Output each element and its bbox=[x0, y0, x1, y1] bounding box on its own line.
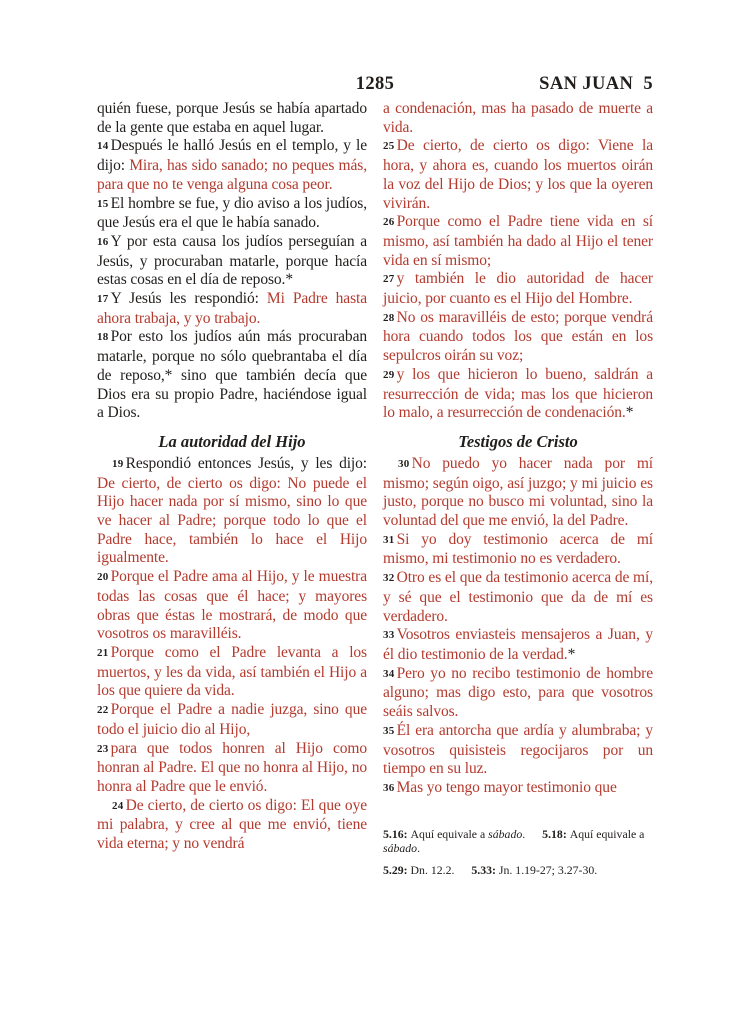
text-run: Si yo doy testimonio acerca de mí mismo, mi testimonio no es verdadero. bbox=[383, 530, 653, 568]
verse-14 bbox=[97, 137, 367, 194]
verse-number: 20 bbox=[97, 571, 109, 584]
verse-number: 31 bbox=[383, 533, 395, 546]
verse-19 bbox=[97, 455, 367, 568]
verse-17 bbox=[97, 290, 367, 328]
text-run: Después le halló Jesús en el templo, y le dijo: bbox=[97, 137, 367, 175]
footnote-text: Aquí equivale a bbox=[569, 826, 645, 841]
verse-23 bbox=[97, 740, 367, 797]
page-number: 1285 bbox=[355, 74, 395, 94]
section-heading: Testigos de Cristo bbox=[458, 431, 578, 451]
verse-number: 29 bbox=[383, 368, 395, 381]
footnotes bbox=[383, 827, 653, 877]
text-run: Él era antorcha que ardía y alumbraba; y vosotros quisisteis regocijaros por un tiempo en su luz. bbox=[383, 721, 653, 778]
text-run: quién fuese, porque Jesús se había apartado de la gente que estaba en aquel lugar. bbox=[97, 100, 367, 136]
section-heading: La autoridad del Hijo bbox=[158, 431, 306, 451]
text-run: Y por esta causa los judíos perseguían a Jesús, y procuraban matarle, porque hacía estas cosas en el día de reposo. bbox=[97, 232, 367, 289]
text-run: Otro es el que da testimonio acerca de mí, y sé que el testimonio que da de mí es verdadero. bbox=[383, 569, 653, 625]
text-run: No puedo yo hacer nada por mí mismo; según oigo, así juzgo; y mi juicio es justo, porque no busco mi voluntad, sino la voluntad del que me envió, la del Padre. bbox=[383, 454, 653, 530]
text-run: Por esto los judíos aún más procuraban matarle, porque no sólo quebrantaba el día de reposo, bbox=[97, 328, 367, 384]
verse-26 bbox=[383, 213, 653, 270]
verse-number: 25 bbox=[383, 140, 395, 153]
page-header bbox=[97, 74, 653, 96]
verse-number: 14 bbox=[97, 140, 109, 153]
two-column-text bbox=[97, 100, 653, 885]
text-run: Porque el Padre ama al Hijo, y le muestra todas las cosas que él hace; y mayores obras que éstas le mostrará, de modo que vosotros os maravilléis. bbox=[97, 568, 367, 643]
footnote-text: Aquí equivale a bbox=[410, 826, 489, 841]
verse-36 bbox=[383, 779, 653, 799]
verse-number: 23 bbox=[97, 742, 109, 755]
verse-24 bbox=[97, 797, 367, 854]
text-run: Porque como el Padre levanta a los muertos, y les da vida, así también el Hijo a los que quiere da vida. bbox=[97, 643, 367, 700]
verse-continuation bbox=[97, 100, 367, 137]
verse-number: 22 bbox=[97, 704, 109, 717]
verse-number: 21 bbox=[97, 646, 109, 659]
verse-27 bbox=[383, 270, 653, 308]
verse-15 bbox=[97, 195, 367, 233]
footnote-text: sábado bbox=[488, 826, 523, 841]
running-head-book-chapter: SAN JUAN 5 bbox=[539, 74, 653, 94]
verse-number: 36 bbox=[383, 781, 395, 794]
column-left bbox=[97, 100, 367, 885]
column-right bbox=[383, 100, 653, 885]
verse-number: 34 bbox=[383, 667, 395, 680]
footnote-text: . bbox=[417, 840, 421, 855]
verse-number: 19 bbox=[112, 457, 124, 470]
verse-number: 26 bbox=[383, 216, 395, 229]
verse-20 bbox=[97, 568, 367, 644]
verse-number: 18 bbox=[97, 331, 109, 344]
footnote-paragraph bbox=[383, 827, 653, 855]
text-run: Mas yo tengo mayor testimonio que bbox=[396, 778, 617, 796]
verse-number: 17 bbox=[97, 293, 109, 306]
footnote-ref: 5.29: bbox=[383, 862, 411, 877]
verse-30 bbox=[383, 455, 653, 531]
footnote-text: sábado bbox=[383, 840, 418, 855]
text-run: Porque como el Padre tiene vida en sí mismo, así también ha dado al Hijo el tener vida en sí mismo; bbox=[383, 213, 653, 269]
verse-25 bbox=[383, 137, 653, 213]
text-run: De cierto, de cierto os digo: No puede el Hijo hacer nada por sí mismo, sino lo que ve hacer al Padre; porque todo lo que el Padre hace, también lo hace el Hijo igualmente. bbox=[97, 474, 367, 567]
text-run: De cierto, de cierto os digo: El que oye mi palabra, y cree al que me envió, tiene vida eterna; y no vendrá bbox=[97, 796, 367, 853]
verse-number: 35 bbox=[383, 724, 395, 737]
text-run: * bbox=[567, 645, 576, 663]
text-run: Pero yo no recibo testimonio de hombre alguno; mas digo esto, para que vosotros seáis salvos. bbox=[383, 664, 653, 721]
verse-number: 33 bbox=[383, 629, 395, 642]
verse-number: 27 bbox=[383, 273, 395, 286]
verse-number: 30 bbox=[398, 457, 410, 470]
text-run: Mi Padre hasta ahora trabaja, y yo trabajo. bbox=[97, 290, 368, 327]
text-run: a condenación, mas ha pasado de muerte a vida. bbox=[383, 100, 653, 136]
footnote-paragraph bbox=[383, 863, 653, 877]
column-right-body bbox=[383, 100, 653, 799]
footnote-ref: 5.16: bbox=[383, 826, 411, 841]
text-run: Y Jesús les respondió: bbox=[110, 290, 267, 308]
verse-continuation bbox=[383, 100, 653, 137]
footnote-text: Dn. 12.2. bbox=[410, 862, 458, 877]
text-run: * bbox=[164, 366, 173, 384]
verse-21 bbox=[97, 644, 367, 701]
text-run: Porque el Padre a nadie juzga, sino que todo el juicio dio al Hijo, bbox=[97, 701, 367, 738]
text-run: Vosotros enviasteis mensajeros a Juan, y él dio testimonio de la verdad. bbox=[383, 626, 653, 663]
text-run: para que todos honren al Hijo como honran al Padre. El que no honra al Hijo, no honra al Padre que le envió. bbox=[97, 739, 367, 795]
verse-35 bbox=[383, 722, 653, 779]
footnote-text: Jn. 1.19-27; 3.27-30. bbox=[498, 862, 598, 877]
verse-22 bbox=[97, 701, 367, 739]
verse-number: 28 bbox=[383, 311, 395, 324]
footnote-ref: 5.33: bbox=[471, 862, 499, 877]
text-run: De cierto, de cierto os digo: Viene la hora, y ahora es, cuando los muertos oirán la voz del Hijo de Dios; y los que la oyeren vivirán. bbox=[383, 137, 653, 212]
text-run: Mira, has sido sanado; no peques más, para que no te venga alguna cosa peor. bbox=[97, 157, 367, 193]
footnote-ref: 5.18: bbox=[542, 826, 570, 841]
text-run: y los que hicieron lo bueno, saldrán a resurrección de vida; mas los que hicieron lo malo, a resurrección de condenación. bbox=[383, 365, 653, 422]
verse-28 bbox=[383, 309, 653, 366]
text-run: * bbox=[625, 404, 634, 422]
text-run: Respondió entonces Jesús, y les dijo: bbox=[125, 454, 367, 472]
footnote-text: . bbox=[522, 826, 529, 841]
column-left-body bbox=[97, 100, 367, 854]
verse-number: 16 bbox=[97, 235, 109, 248]
verse-33 bbox=[383, 626, 653, 664]
verse-number: 32 bbox=[383, 572, 395, 585]
text-run: * bbox=[285, 271, 293, 289]
text-run: y también le dio autoridad de hacer juicio, por cuanto es el Hijo del Hombre. bbox=[383, 270, 653, 308]
verse-number: 15 bbox=[97, 197, 109, 210]
verse-34 bbox=[383, 665, 653, 722]
text-run: El hombre se fue, y dio aviso a los judíos, que Jesús era el que le había sanado. bbox=[97, 194, 367, 232]
text-run: No os maravilléis de esto; porque vendrá hora cuando todos los que están en los sepulcros oirán su voz; bbox=[383, 308, 653, 365]
verse-32 bbox=[383, 569, 653, 626]
text-run: sino que también decía que Dios era su propio Padre, haciéndose igual a Dios. bbox=[97, 366, 368, 422]
verse-29 bbox=[383, 366, 653, 423]
verse-16 bbox=[97, 233, 367, 290]
verse-18 bbox=[97, 328, 367, 423]
verse-31 bbox=[383, 531, 653, 569]
verse-number: 24 bbox=[112, 799, 124, 812]
